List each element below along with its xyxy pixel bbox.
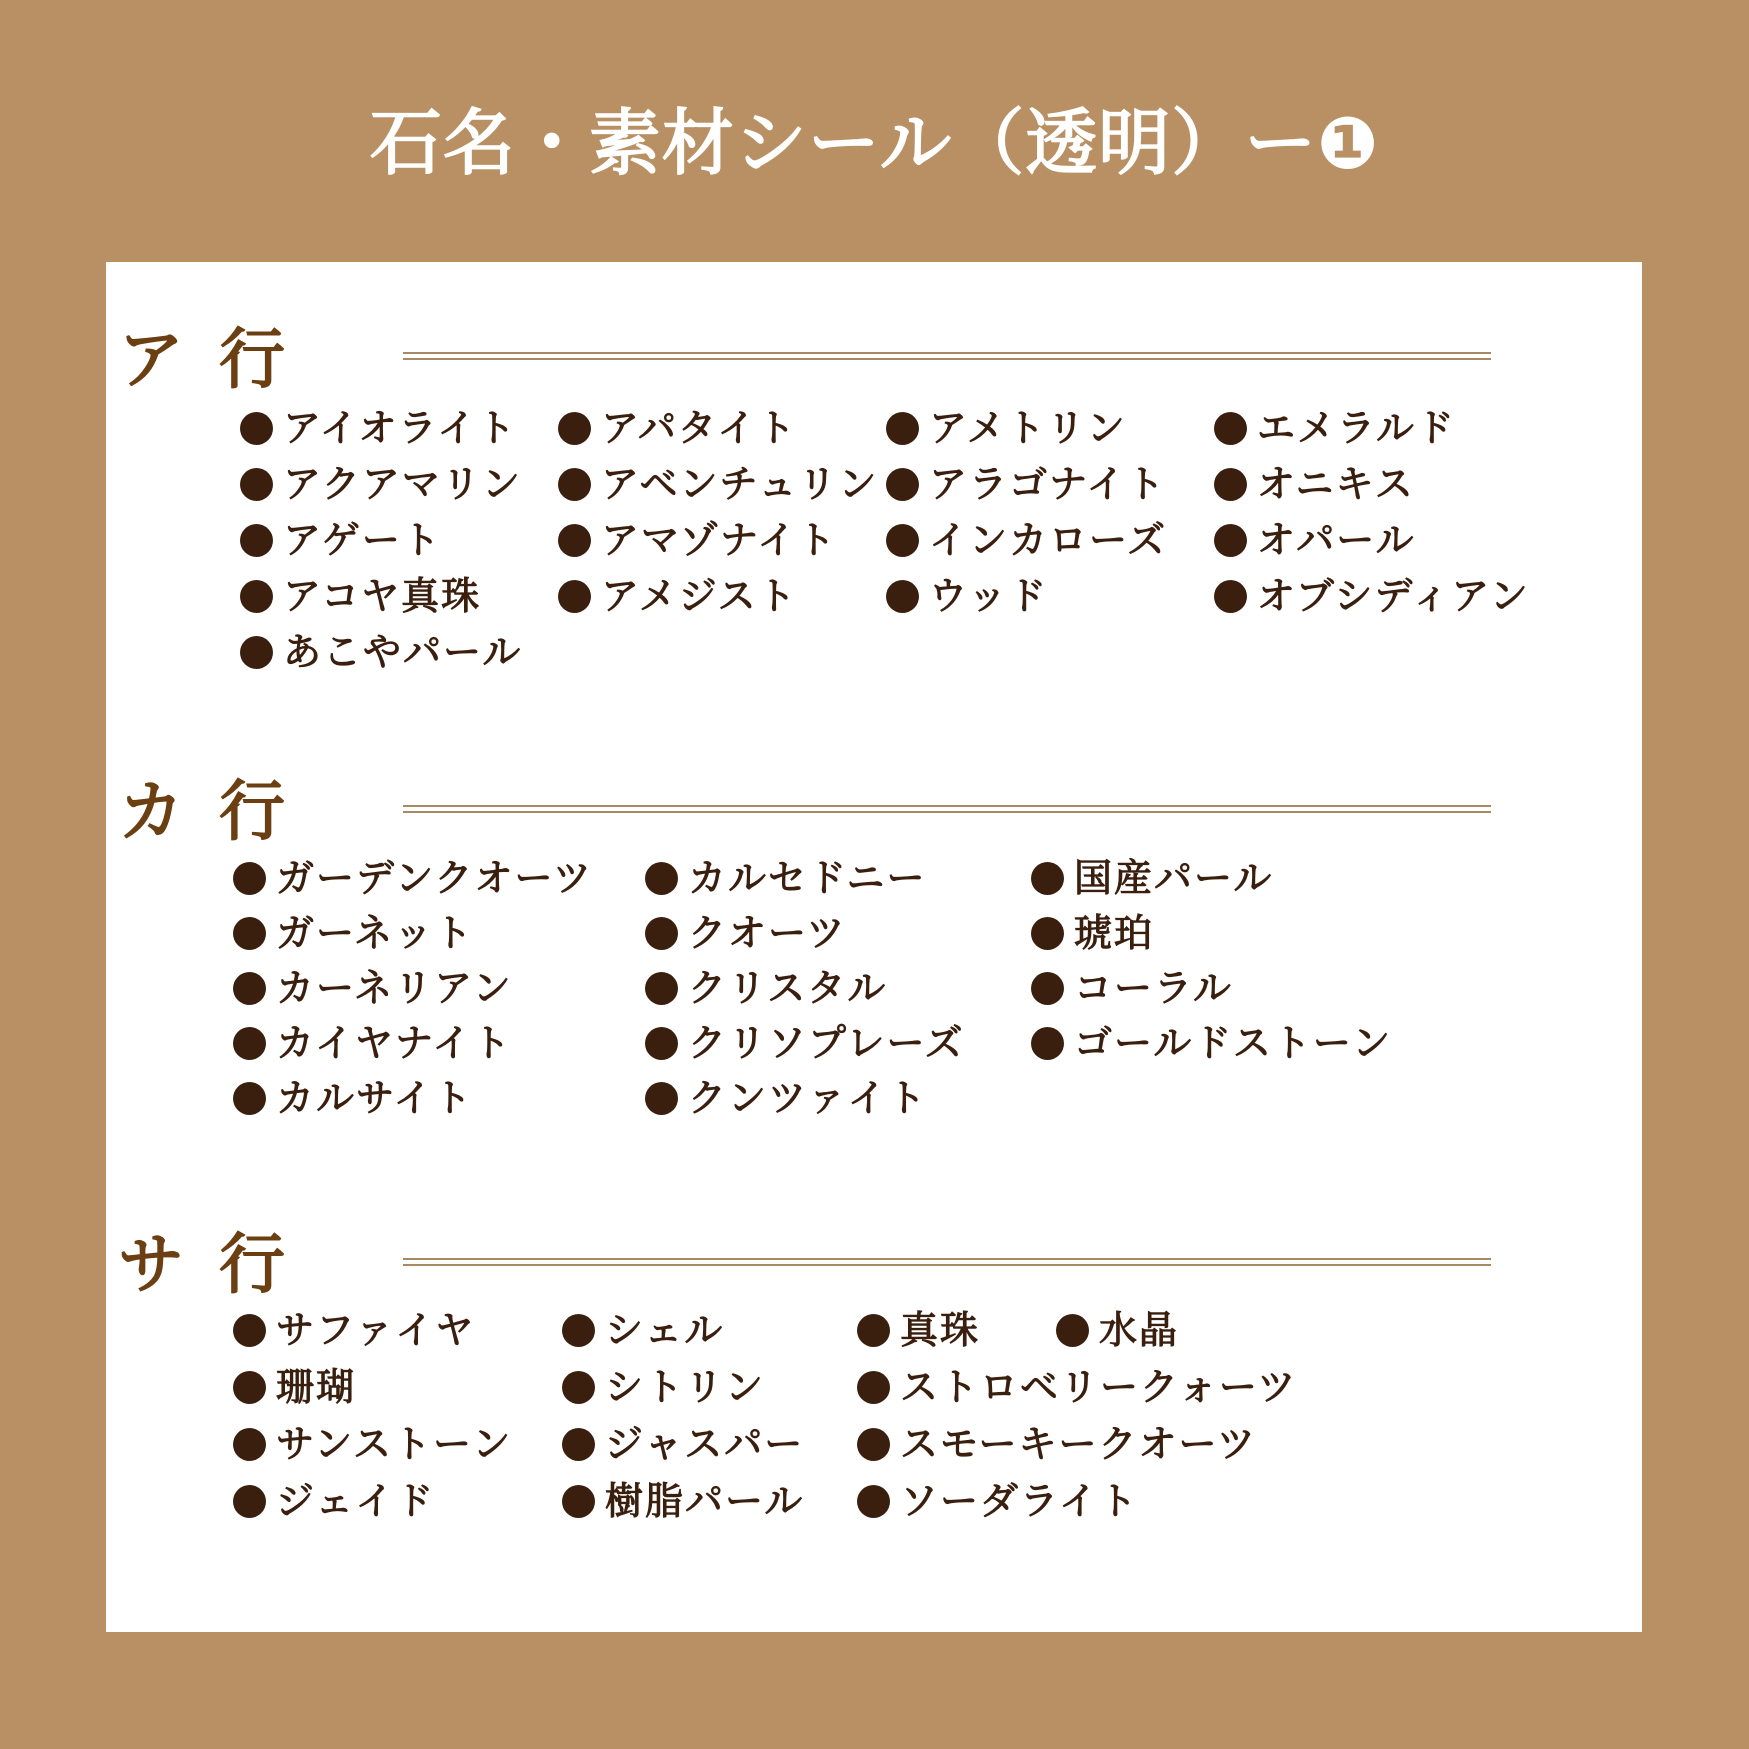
list-item (1031, 1015, 1392, 1071)
bullet-icon (1214, 524, 1247, 557)
list-item (558, 512, 837, 568)
bullet-icon (240, 580, 273, 613)
item-label: ジャスパー (605, 1422, 805, 1466)
list-item (1031, 905, 1154, 961)
bullet-icon (233, 862, 266, 895)
bullet-icon (886, 580, 919, 613)
list-item (645, 1015, 965, 1071)
item-label: ストロベリークォーツ (900, 1365, 1298, 1409)
list-item (886, 512, 1167, 568)
list-item (1214, 568, 1530, 624)
list-item (558, 456, 878, 512)
bullet-icon (645, 862, 678, 895)
list-item (233, 1015, 512, 1071)
bullet-icon (233, 972, 266, 1005)
bullet-icon (1214, 580, 1247, 613)
bullet-icon (645, 917, 678, 950)
bullet-icon (562, 1371, 595, 1404)
list-item (1031, 960, 1233, 1016)
section-title: カ 行 (118, 773, 291, 850)
item-label: オニキス (1257, 462, 1415, 506)
bullet-icon (233, 1314, 266, 1347)
list-item (857, 1473, 1139, 1529)
item-label: 樹脂パール (605, 1479, 805, 1523)
item-label: 真珠 (900, 1308, 981, 1352)
list-item (1031, 850, 1273, 906)
list-item (233, 1302, 475, 1358)
item-label: クリソプレーズ (688, 1021, 965, 1065)
page-title: 石名・素材シール（透明）ー❶ (369, 101, 1380, 185)
list-item (558, 568, 798, 624)
item-label: シトリン (605, 1365, 766, 1409)
bullet-icon (645, 972, 678, 1005)
list-item (645, 960, 887, 1016)
item-label: スモーキークオーツ (900, 1422, 1257, 1466)
list-item (233, 1473, 435, 1529)
item-label: インカローズ (929, 518, 1168, 562)
item-label: アゲート (283, 518, 442, 562)
item-label: アメジスト (601, 574, 798, 618)
bullet-icon (562, 1485, 595, 1518)
item-label: カルセドニー (688, 856, 927, 900)
list-item (1214, 512, 1415, 568)
bullet-icon (1031, 862, 1064, 895)
item-label: 琥珀 (1074, 911, 1155, 955)
bullet-icon (1031, 917, 1064, 950)
bullet-icon (645, 1082, 678, 1115)
item-label: ウッド (929, 574, 1049, 618)
item-label: クンツァイト (688, 1076, 928, 1120)
bullet-icon (558, 580, 591, 613)
bullet-icon (645, 1027, 678, 1060)
item-label: アベンチュリン (601, 462, 879, 506)
list-item (857, 1302, 980, 1358)
item-label: アメトリン (929, 406, 1127, 450)
list-item (886, 568, 1048, 624)
item-label: あこやパール (283, 630, 523, 674)
bullet-icon (562, 1314, 595, 1347)
item-label: ガーデンクオーツ (276, 856, 593, 900)
item-label: アイオライト (283, 406, 518, 450)
item-label: ガーネット (276, 911, 475, 955)
list-item (240, 400, 517, 456)
list-item (857, 1359, 1297, 1415)
bullet-icon (886, 412, 919, 445)
bullet-icon (558, 468, 591, 501)
section-divider (403, 1258, 1491, 1266)
list-item (1214, 456, 1415, 512)
item-label: クリスタル (688, 966, 888, 1010)
item-label: オパール (1257, 518, 1416, 562)
bullet-icon (233, 1485, 266, 1518)
bullet-icon (233, 1371, 266, 1404)
list-item (240, 624, 522, 680)
section-title: サ 行 (118, 1226, 291, 1303)
item-label: 珊瑚 (276, 1365, 357, 1409)
list-item (886, 456, 1166, 512)
bullet-icon (233, 1428, 266, 1461)
list-item (558, 400, 797, 456)
item-label: ジェイド (276, 1479, 436, 1523)
list-item (233, 1359, 356, 1415)
list-item (645, 1070, 928, 1126)
item-label: 水晶 (1099, 1308, 1180, 1352)
list-item (233, 905, 474, 961)
bullet-icon (857, 1314, 890, 1347)
bullet-icon (233, 917, 266, 950)
bullet-icon (1214, 468, 1247, 501)
bullet-icon (562, 1428, 595, 1461)
item-label: アマゾナイト (601, 518, 838, 562)
item-label: クオーツ (688, 911, 847, 955)
item-label: シェル (605, 1308, 725, 1352)
item-label: アクアマリン (283, 462, 522, 506)
section-divider (403, 805, 1491, 813)
bullet-icon (886, 468, 919, 501)
list-item (240, 568, 481, 624)
item-label: ゴールドストーン (1074, 1021, 1393, 1065)
list-item (562, 1359, 765, 1415)
list-item (645, 905, 846, 961)
item-label: 国産パール (1074, 856, 1274, 900)
list-item (1056, 1302, 1179, 1358)
list-item (233, 1416, 512, 1472)
bullet-icon (240, 468, 273, 501)
item-label: サンストーン (276, 1422, 513, 1466)
list-item (886, 400, 1127, 456)
item-label: アラゴナイト (929, 462, 1167, 506)
bullet-icon (558, 412, 591, 445)
list-item (233, 850, 593, 906)
section-divider (403, 352, 1491, 360)
item-label: オブシディアン (1257, 574, 1530, 618)
bullet-icon (240, 636, 273, 669)
bullet-icon (233, 1082, 266, 1115)
bullet-icon (240, 412, 273, 445)
list-item (240, 456, 522, 512)
list-item (233, 1070, 473, 1126)
list-item (857, 1416, 1257, 1472)
item-label: カーネリアン (276, 966, 513, 1010)
list-item (562, 1416, 804, 1472)
bullet-icon (857, 1428, 890, 1461)
list-item (562, 1473, 804, 1529)
item-label: アコヤ真珠 (283, 574, 482, 618)
list-item (233, 960, 513, 1016)
bullet-icon (857, 1371, 890, 1404)
list-item (645, 850, 926, 906)
item-label: ソーダライト (900, 1479, 1139, 1523)
list-item (240, 512, 442, 568)
list-item (562, 1302, 724, 1358)
item-label: コーラル (1074, 966, 1233, 1010)
bullet-icon (240, 524, 273, 557)
item-label: カイヤナイト (276, 1021, 513, 1065)
item-label: アパタイト (601, 406, 798, 450)
bullet-icon (857, 1485, 890, 1518)
item-label: カルサイト (276, 1076, 474, 1120)
bullet-icon (1031, 1027, 1064, 1060)
bullet-icon (1031, 972, 1064, 1005)
bullet-icon (886, 524, 919, 557)
bullet-icon (233, 1027, 266, 1060)
bullet-icon (1214, 412, 1247, 445)
item-label: サファイヤ (276, 1308, 476, 1352)
item-label: エメラルド (1257, 406, 1456, 450)
bullet-icon (558, 524, 591, 557)
bullet-icon (1056, 1314, 1089, 1347)
list-item (1214, 400, 1456, 456)
section-title: ア 行 (118, 321, 291, 398)
